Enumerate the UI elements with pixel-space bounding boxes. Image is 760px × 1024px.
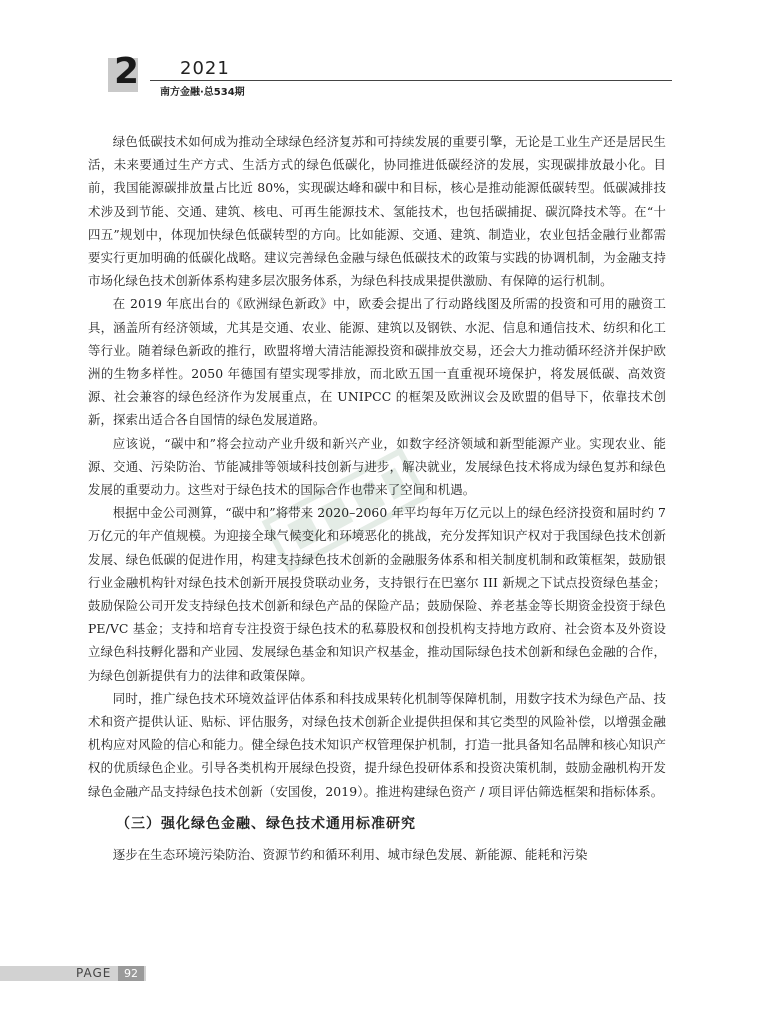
paragraph-2: 在 2019 年底出台的《欧洲绿色新政》中，欧委会提出了行动路线图及所需的投资和可用的融资工具，涵盖所有经济领域，尤其是交通、农业、能源、建筑以及钢铁、水泥、信息和通信技术、纺织和化工等行业。随着绿色新政的推行，欧盟将增大清洁能源投资和碳排放交易，还会大力推动循环经济并保护欧洲的生物多样性。2050 年德国有望实现零排放，而北欧五国一直重视环境保护，将发展低碳、高效资源、社会兼容的绿色经济作为发展重点，在 UNIPCC 的框架及欧洲议会及欧盟的倡导下，依靠技术创新，探索出适合各自国情的绿色发展道路。: [88, 296, 666, 428]
paragraph-1: 绿色低碳技术如何成为推动全球绿色经济复苏和可持续发展的重要引擎，无论是工业生产还是居民生活，未来要通过生产方式、生活方式的绿色低碳化，协同推进低碳经济的发展，实现碳排放最小化。目前，我国能源碳排放量占比近 80%，实现碳达峰和碳中和目标，核心是推动能源低碳转型。低碳减排技术涉及到节能、交通、建筑、核电、可再生能源技术、氢能技术，也包括碳捕捉、碳沉降技术等。在“十四五”规划中，体现加快绿色低碳转型的方向。比如能源、交通、建筑、制造业，农业包括金融行业都需要实行更加明确的低碳化战略。建议完善绿色金融与绿色低碳技术的政策与实践的协调机制，为金融支持市场化绿色技术创新体系构建多层次服务体系，为绿色科技成果提供激励、有保障的运行机制。: [88, 134, 666, 289]
section-subheading: （三）强化绿色金融、绿色技术通用标准研究: [116, 815, 416, 832]
issue-number: 2: [114, 51, 140, 92]
header-divider: [150, 80, 672, 81]
paragraph-4: 根据中金公司测算，“碳中和”将带来 2020–2060 年平均每年万亿元以上的绿色经济投资和届时约 7 万亿元的年产值规模。为迎接全球气候变化和环境恶化的挑战，充分发挥知识产权对于我国绿色技术创新发展、绿色低碳的促进作用，构建支持绿色技术创新的金融服务体系和相关制度机制和政策框架，鼓励银行业金融机构针对绿色技术创新开展投贷联动业务，支持银行在巴塞尔 III 新规之下试点投资绿色基金；鼓励保险公司开发支持绿色技术创新和绿色产品的保险产品；鼓励保险、养老基金等长期资金投资于绿色 PE/VC 基金；支持和培育专注投资于绿色技术的私募股权和创投机构支持地方政府、社会资本及外资设立绿色科技孵化器和产业园、发展绿色基金和知识产权基金，推动国际绿色技术创新和绿色金融的合作，为绿色创新提供有力的法律和政策保障。: [88, 505, 666, 683]
publication-year: 2021: [180, 58, 230, 79]
article-body: [88, 130, 666, 866]
footer-page-label: PAGE: [76, 966, 112, 980]
paragraph-3: 应该说，“碳中和”将会拉动产业升级和新兴产业，如数字经济领域和新型能源产业。实现农业、能源、交通、污染防治、节能减排等领域科技创新与进步，解决就业，发展绿色技术将成为绿色复苏和绿色发展的重要动力。这些对于绿色技术的国际合作也带来了空间和机遇。: [88, 435, 666, 498]
paragraph-5: 同时，推广绿色技术环境效益评估体系和科技成果转化机制等保障机制，用数字技术为绿色产品、技术和资产提供认证、贴标、评估服务，对绿色技术创新企业提供担保和其它类型的风险补偿，以增强金融机构应对风险的信心和能力。健全绿色技术知识产权管理保护机制，打造一批具备知名品牌和核心知识产权的优质绿色企业。引导各类机构开展绿色投资，提升绿色投研体系和投资决策机制，鼓励金融机构开发绿色金融产品支持绿色技术创新（安国俊，2019）。推进构建绿色资产 / 项目评估筛选框架和指标体系。: [88, 690, 666, 799]
journal-title: 南方金融·总534期: [160, 87, 245, 98]
footer-page-number: 92: [118, 966, 144, 981]
paragraph-6: 逐步在生态环境污染防治、资源节约和循环利用、城市绿色发展、新能源、能耗和污染: [112, 846, 588, 862]
